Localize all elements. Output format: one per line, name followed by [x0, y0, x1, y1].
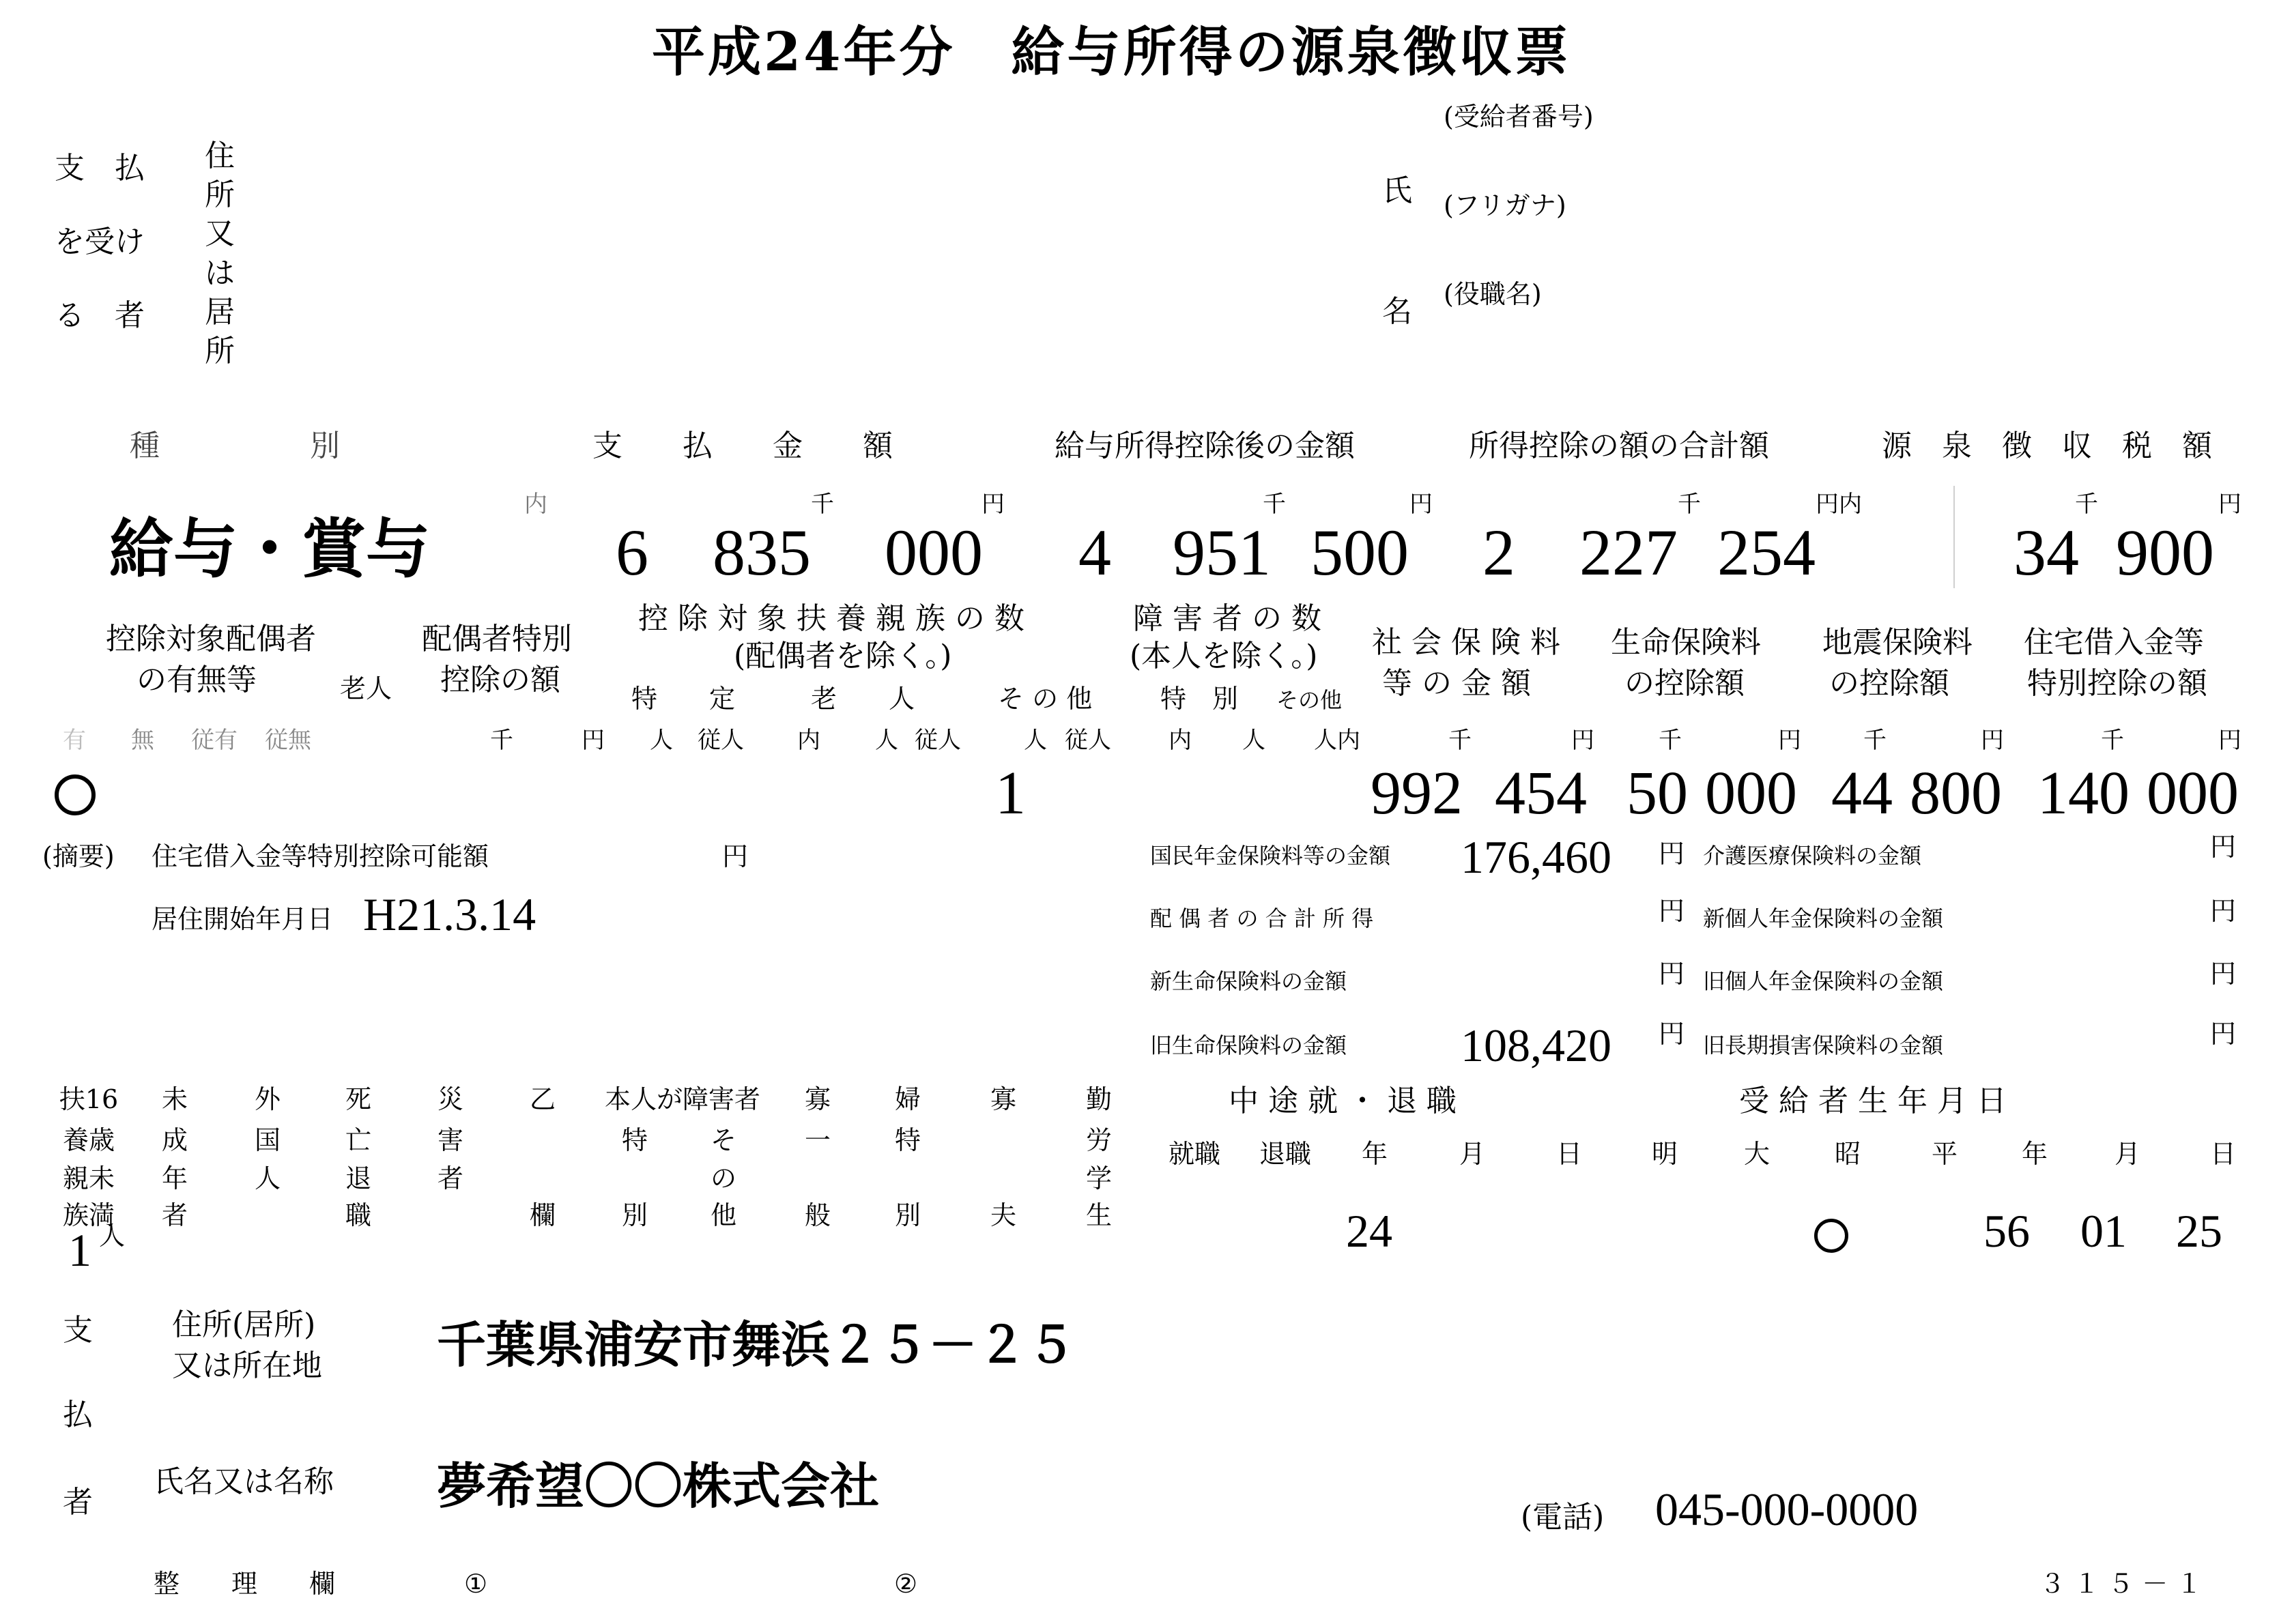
unit-label: 円内	[1816, 491, 1862, 518]
unit-label: 円	[1409, 491, 1433, 518]
birth-day-value: 25	[2176, 1205, 2222, 1257]
unit-label: 従人	[915, 727, 961, 754]
header-payment: 支 払 金 額	[592, 429, 893, 463]
social-insurance-digit: 454	[1495, 759, 1587, 827]
employment-column-label: 月	[2115, 1139, 2141, 1169]
status-column-label: 特	[621, 1125, 648, 1155]
spouse-elderly-header: 老人	[340, 673, 392, 704]
payer-side-char: 払	[63, 1397, 93, 1432]
status-column-label: 婦	[894, 1084, 921, 1114]
employment-column-label: 年	[2022, 1139, 2048, 1169]
old-life-value: 108,420	[1461, 1019, 1611, 1071]
header-withholding: 源 泉 徴 収 税 額	[1882, 429, 2212, 463]
after-deduction-digit: 500	[1310, 516, 1409, 589]
unit-label: 円	[582, 727, 605, 754]
old-life-label: 旧生命保険料の金額	[1150, 1032, 1347, 1058]
status-column-label: 養歳	[62, 1125, 115, 1155]
furigana-label: (フリガナ)	[1444, 190, 1566, 220]
spouse-special-header: 控除の額	[440, 663, 560, 697]
divider	[1953, 486, 1955, 588]
recipient-address-label	[205, 136, 235, 371]
status-column-label: 未	[161, 1084, 188, 1114]
disabled-sub-header: 特 別	[1160, 684, 1239, 714]
position-label: (役職名)	[1444, 279, 1542, 309]
withholding-digit: 34	[2013, 516, 2079, 589]
unit-label: 人	[99, 1221, 126, 1251]
status-column-label: 夫	[990, 1200, 1017, 1230]
deduction-total-digit: 2	[1482, 516, 1515, 589]
phone-label: (電話)	[1521, 1500, 1605, 1535]
status-column-label: 国	[254, 1125, 281, 1155]
unit-label: 従有	[191, 727, 238, 754]
income-type-value: 給与・賞与	[109, 512, 431, 587]
document-title: 平成24年分 給与所得の源泉徴収票	[652, 21, 1571, 83]
unit-label: 人内	[1314, 727, 1360, 754]
life-header: の控除額	[1624, 666, 1745, 701]
status-column-label: 害	[437, 1125, 464, 1155]
care-insurance-label: 介護医療保険料の金額	[1703, 843, 1922, 869]
payer-address-label: 住所(居所)	[172, 1307, 316, 1342]
unit-label: 円	[1659, 896, 1685, 926]
status-column-label: 本人が障害者	[604, 1084, 761, 1114]
employment-column-label: 退職	[1259, 1139, 1312, 1169]
unit-label: 有	[63, 727, 86, 754]
address-label-char: 所	[205, 333, 235, 368]
housing-possible-label: 住宅借入金等特別控除可能額	[152, 841, 489, 871]
unit-label: 円	[2210, 1019, 2237, 1049]
payment-amount-digit: 835	[713, 516, 811, 589]
residence-start-value: H21.3.14	[363, 888, 536, 940]
unit-label: 円	[1778, 727, 1801, 754]
spouse-special-header: 配偶者特別	[422, 622, 572, 656]
employment-column-label: 大	[1744, 1139, 1771, 1169]
pension-label: 国民年金保険料等の金額	[1150, 843, 1391, 869]
header-type: 種 別	[130, 429, 340, 463]
unit-label: 円	[1571, 727, 1594, 754]
unit-label: 円	[2218, 727, 2241, 754]
old-longterm-label: 旧長期損害保険料の金額	[1703, 1032, 1944, 1058]
life-insurance-digit: 000	[1705, 759, 1797, 827]
address-label-char: 住	[205, 139, 235, 173]
unit-label: 従人	[698, 727, 744, 754]
payer-address-label: 又は所在地	[172, 1348, 322, 1383]
unit-label: 円	[981, 491, 1005, 518]
payment-amount-digit: 6	[616, 516, 648, 589]
spouse-header: の有無等	[137, 663, 257, 697]
old-private-pension-label: 旧個人年金保険料の金額	[1703, 968, 1944, 994]
status-column-label: 一	[804, 1125, 831, 1155]
status-column-label: 生	[1085, 1200, 1113, 1230]
unit-label: 円	[1981, 727, 2004, 754]
showa-era-mark	[1814, 1219, 1848, 1253]
unit-label: 千	[1678, 491, 1701, 518]
quake-header: 地震保険料	[1822, 625, 1973, 660]
status-column-label: 扶16	[59, 1084, 119, 1114]
midyear-label: 中 途 就 ・ 退 職	[1229, 1084, 1457, 1118]
life-header: 生命保険料	[1611, 625, 1761, 660]
status-column-label: 災	[437, 1084, 464, 1114]
unit-label: 円	[1659, 839, 1685, 869]
status-column-label: 寡	[990, 1084, 1017, 1114]
recipient-name-char: 氏	[1382, 173, 1412, 208]
status-column-label: 般	[804, 1200, 831, 1230]
housing-loan-digit: 000	[2147, 759, 2239, 827]
address-label-char: 居	[205, 294, 235, 330]
deduction-total-digit: 254	[1717, 516, 1816, 589]
employment-column-label: 月	[1459, 1139, 1486, 1169]
unit-label: 円	[2210, 896, 2237, 926]
payment-amount-digit: 000	[885, 516, 983, 589]
residence-start-label: 居住開始年月日	[152, 904, 334, 934]
unit-label: 人	[650, 727, 673, 754]
unit-label: 円	[722, 841, 749, 871]
unit-label: 従人	[1065, 727, 1111, 754]
birth-year-value: 56	[1983, 1205, 2030, 1257]
form-number: ３ １ ５ － １	[2039, 1569, 2203, 1599]
status-column-label: の	[710, 1163, 737, 1193]
status-column-label: 欄	[529, 1200, 556, 1230]
unit-label: 千	[2101, 727, 2124, 754]
recipient-label-line: る 者	[55, 298, 145, 333]
birth-month-value: 01	[2080, 1205, 2127, 1257]
disabled-header: 障 害 者 の 数	[1133, 601, 1321, 636]
life-insurance-digit: 50	[1626, 759, 1688, 827]
phone-value: 045-000-0000	[1655, 1483, 1919, 1535]
earthquake-insurance-digit: 44	[1831, 759, 1893, 827]
minor-dependents-value: 1	[68, 1224, 91, 1276]
unit-label: 円	[1659, 959, 1685, 989]
status-column-label: 他	[710, 1200, 737, 1230]
recipient-name-char: 名	[1382, 294, 1412, 329]
employment-column-label: 明	[1652, 1139, 1678, 1169]
status-column-label: 特	[894, 1125, 921, 1155]
social-header: 社 会 保 険 料	[1372, 625, 1560, 660]
unit-label: 内	[1169, 727, 1192, 754]
pension-value: 176,460	[1461, 831, 1611, 883]
payer-side-char: 支	[63, 1313, 93, 1348]
after-deduction-digit: 4	[1078, 516, 1111, 589]
unit-label: 内	[797, 727, 820, 754]
recipient-label	[55, 151, 145, 333]
unit-label: 無	[131, 727, 154, 754]
header-deduction-total: 所得控除の額の合計額	[1469, 429, 1769, 463]
status-column-label: 職	[345, 1200, 372, 1230]
payer-name-label: 氏名又は名称	[154, 1464, 334, 1499]
spouse-header: 控除対象配偶者	[106, 622, 316, 656]
status-column-label: 者	[437, 1163, 464, 1193]
employment-column-label: 平	[1932, 1139, 1958, 1169]
unit-label: 千	[2075, 491, 2098, 518]
deduction-total-digit: 227	[1579, 516, 1678, 589]
employment-column-label: 年	[1362, 1139, 1388, 1169]
status-column-label: 別	[894, 1200, 921, 1230]
status-column-label: 退	[345, 1163, 372, 1193]
birth-date-label: 受 給 者 生 年 月 日	[1739, 1084, 2007, 1118]
disabled-header: (本人を除く。)	[1130, 639, 1318, 673]
after-deduction-digit: 951	[1173, 516, 1271, 589]
status-column-label: 寡	[804, 1084, 831, 1114]
unit-label: 千	[811, 491, 834, 518]
employment-column-label: 昭	[1835, 1139, 1861, 1169]
status-column-label: 乙	[529, 1084, 556, 1114]
unit-label: 千	[1263, 491, 1286, 518]
social-header: 等 の 金 額	[1382, 666, 1531, 701]
recipient-number-label: (受給者番号)	[1444, 102, 1594, 132]
arrangement-mark: ②	[894, 1569, 918, 1599]
status-column-label: そ	[710, 1125, 737, 1155]
status-column-label: 労	[1085, 1125, 1113, 1155]
unit-label: 円	[2210, 832, 2237, 862]
status-column-label: 親未	[62, 1163, 115, 1193]
unit-label: 内	[524, 491, 547, 518]
unit-label: 人	[875, 727, 898, 754]
new-life-label: 新生命保険料の金額	[1150, 968, 1347, 994]
unit-label: 千	[1863, 727, 1887, 754]
status-column-label: 亡	[345, 1125, 372, 1155]
unit-label: 従無	[265, 727, 311, 754]
status-column-label: 外	[254, 1084, 281, 1114]
payer-name-value: 夢希望〇〇株式会社	[437, 1457, 880, 1515]
unit-label: 千	[1448, 727, 1472, 754]
housing-header: 住宅借入金等	[2024, 625, 2204, 660]
status-column-label: 族満	[62, 1200, 115, 1230]
status-column-label: 人	[254, 1163, 281, 1193]
status-column-label: 死	[345, 1084, 372, 1114]
unit-label: 円	[2218, 491, 2241, 518]
earthquake-insurance-digit: 800	[1910, 759, 2002, 827]
summary-label: (摘要)	[42, 841, 115, 871]
address-label-char: は	[205, 255, 235, 291]
unit-label: 千	[490, 727, 513, 754]
dependents-header: (配偶者を除く。)	[734, 639, 952, 673]
dependents-header: 控 除 対 象 扶 養 親 族 の 数	[638, 601, 1024, 636]
dependents-sub-header: 特 定	[631, 684, 736, 714]
other-dependents-value: 1	[995, 759, 1026, 827]
payer-side-char: 者	[63, 1485, 93, 1520]
withholding-digit: 900	[2116, 516, 2214, 589]
spouse-present-mark	[55, 774, 96, 815]
unit-label: 千	[1659, 727, 1682, 754]
status-column-label: 学	[1085, 1163, 1113, 1193]
unit-label: 人	[1024, 727, 1047, 754]
employment-year-value: 24	[1346, 1205, 1392, 1257]
status-column-label: 年	[161, 1163, 188, 1193]
header-after-deduction: 給与所得控除後の金額	[1055, 429, 1355, 463]
unit-label: 円	[2210, 959, 2237, 989]
unit-label: 人	[1242, 727, 1265, 754]
housing-loan-digit: 140	[2037, 759, 2130, 827]
social-insurance-digit: 992	[1371, 759, 1463, 827]
status-column-label: 成	[161, 1125, 188, 1155]
address-label-char: 又	[205, 216, 235, 252]
quake-header: の控除額	[1829, 666, 1949, 701]
recipient-label-line: 支 払	[55, 151, 145, 186]
recipient-label-line: を受け	[55, 224, 145, 259]
unit-label: 円	[1659, 1019, 1685, 1049]
status-column-label: 勤	[1085, 1084, 1113, 1114]
address-label-char: 所	[205, 177, 235, 213]
status-column-label: 者	[161, 1200, 188, 1230]
employment-column-label: 日	[1556, 1139, 1583, 1169]
disabled-sub-header: その他	[1276, 687, 1343, 713]
dependents-sub-header: そ の 他	[998, 684, 1093, 714]
housing-header: 特別控除の額	[2027, 666, 2207, 701]
arrangement-mark: ①	[464, 1569, 488, 1599]
payer-address-value: 千葉県浦安市舞浜２５－２５	[437, 1316, 1076, 1374]
spouse-income-label: 配 偶 者 の 合 計 所 得	[1150, 905, 1374, 931]
new-private-pension-label: 新個人年金保険料の金額	[1703, 905, 1944, 931]
employment-column-label: 就職	[1169, 1139, 1221, 1169]
status-column-label: 別	[621, 1200, 648, 1230]
dependents-sub-header: 老 人	[811, 684, 915, 714]
arrangement-label: 整 理 欄	[154, 1569, 336, 1599]
employment-column-label: 日	[2210, 1139, 2237, 1169]
